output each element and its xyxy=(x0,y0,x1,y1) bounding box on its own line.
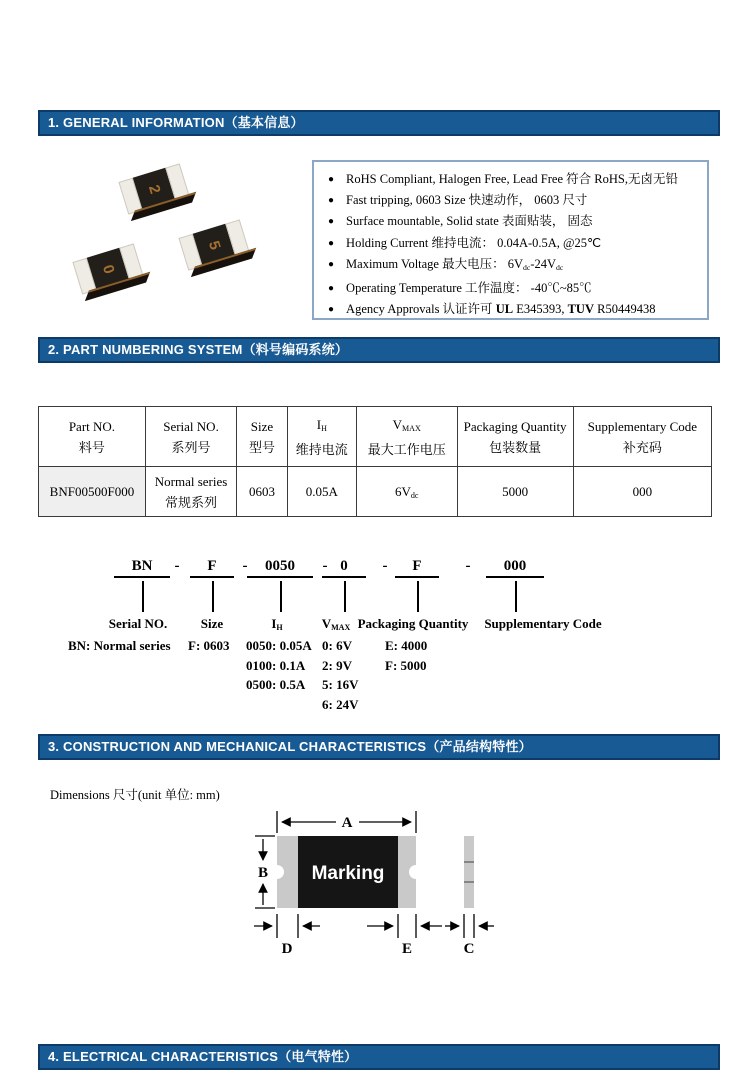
pn-label-serial: Serial NO. xyxy=(108,616,168,631)
pn-dash: - xyxy=(174,558,180,574)
feature-text: RoHS Compliant, Halogen Free, Lead Free 符合 RoHS,无卤无铅 xyxy=(346,172,678,186)
feature-item xyxy=(320,169,707,190)
chip-marking-label: 5 xyxy=(204,238,224,252)
part-number-table xyxy=(38,406,712,517)
bullet-icon: ● xyxy=(328,282,335,294)
pn-label-supp: Supplementary Code xyxy=(484,616,602,631)
table-data-row xyxy=(39,467,712,517)
pn-values-size: F: 0603 xyxy=(188,638,230,653)
dim-label-d: D xyxy=(281,941,293,956)
pn-dash: - xyxy=(382,558,388,574)
pn-code-size: F xyxy=(190,558,234,578)
feature-text: Holding Current 维持电流： 0.04A-0.5A, @25℃ xyxy=(346,235,602,250)
pn-code-vmax: 0 xyxy=(322,558,366,578)
feature-list-box xyxy=(312,160,709,320)
col-header-serial-no: Serial NO. 系列号 xyxy=(145,407,236,467)
pn-code-qty: F xyxy=(395,558,439,578)
dimensions-note: Dimensions 尺寸(unit 单位: mm) xyxy=(50,788,220,802)
chip-image-5 xyxy=(178,219,249,270)
marking-text: Marking xyxy=(311,863,385,884)
col-header-ih: IH 维持电流 xyxy=(287,407,356,467)
pn-connector-line xyxy=(142,581,144,612)
pn-connector-line xyxy=(212,581,214,612)
component-side-view xyxy=(464,836,474,908)
pn-connector-line xyxy=(280,581,282,612)
dimension-drawing xyxy=(246,806,506,956)
pn-code-ih: 0050 xyxy=(247,558,313,578)
pn-label-ih: IH xyxy=(271,616,283,632)
cell-part-no: BNF00500F000 xyxy=(39,467,146,517)
col-header-supplementary-code: Supplementary Code 补充码 xyxy=(573,407,711,467)
pn-values-qty: E: 4000 F: 5000 xyxy=(385,638,428,673)
feature-item xyxy=(320,211,707,232)
section1-header xyxy=(38,110,720,136)
feature-item xyxy=(320,254,707,278)
bullet-icon: ● xyxy=(328,195,335,207)
feature-text: Agency Approvals 认证许可 UL E345393, TUV R50449438 xyxy=(346,302,656,317)
pn-label-vmax: VMAX xyxy=(321,616,351,632)
cell-ih: 0.05A xyxy=(287,467,356,517)
pn-connector-line xyxy=(515,581,517,612)
part-numbering-diagram xyxy=(38,556,712,721)
pn-connector-line xyxy=(417,581,419,612)
pn-code-supp: 000 xyxy=(486,558,544,578)
pn-dash: - xyxy=(322,558,328,574)
pn-values-serial: BN: Normal series xyxy=(68,638,171,653)
cell-size: 0603 xyxy=(237,467,288,517)
feature-text: Operating Temperature 工作温度： -40℃~85℃ xyxy=(346,280,592,295)
section3-title: 3. CONSTRUCTION AND MECHANICAL CHARACTERISTICS（产品结构特性） xyxy=(48,739,532,754)
chip-image-0 xyxy=(72,243,143,294)
section4-header xyxy=(38,1044,720,1070)
cell-supplementary-code: 000 xyxy=(573,467,711,517)
chip-marking-label: 0 xyxy=(98,262,118,276)
pn-values-vmax: 0: 6V 2: 9V 5: 16V 6: 24V xyxy=(322,638,359,712)
bullet-icon: ● xyxy=(328,174,335,185)
pn-dash: - xyxy=(242,558,248,574)
feature-item xyxy=(320,233,707,254)
pn-code-serial: BN xyxy=(114,558,170,578)
feature-text: Fast tripping, 0603 Size 快速动作， 0603 尺寸 xyxy=(346,193,588,208)
pn-label-size: Size xyxy=(200,616,224,631)
table-header-row xyxy=(39,407,712,467)
chip-marking-label: 2 xyxy=(144,182,164,196)
cell-packaging-qty: 5000 xyxy=(457,467,573,517)
chip-image-2 xyxy=(118,163,189,214)
bullet-icon: ● xyxy=(328,304,335,316)
pn-label-qty: Packaging Quantity xyxy=(357,616,469,631)
feature-item xyxy=(320,278,707,299)
bullet-icon: ● xyxy=(328,258,335,270)
feature-text: Maximum Voltage 最大电压： 6Vdc-24Vdc xyxy=(346,256,564,272)
section2-header xyxy=(38,337,720,363)
dim-label-b: B xyxy=(257,865,269,881)
feature-item xyxy=(320,190,707,211)
section4-title: 4. ELECTRICAL CHARACTERISTICS（电气特性） xyxy=(48,1049,358,1064)
pn-values-ih: 0050: 0.05A 0100: 0.1A 0500: 0.5A xyxy=(246,638,312,692)
section1-title: 1. GENERAL INFORMATION（基本信息） xyxy=(48,115,304,130)
col-header-vmax: VMAX 最大工作电压 xyxy=(356,407,457,467)
section2-title: 2. PART NUMBERING SYSTEM（料号编码系统） xyxy=(48,342,349,357)
dim-label-c: C xyxy=(463,941,475,956)
product-photo xyxy=(55,155,305,325)
pn-dash: - xyxy=(465,558,471,574)
bullet-icon: ● xyxy=(328,237,335,249)
col-header-size: Size 型号 xyxy=(237,407,288,467)
dim-label-a: A xyxy=(341,815,353,831)
feature-item xyxy=(320,299,707,320)
bullet-icon: ● xyxy=(328,216,335,228)
feature-text: Surface mountable, Solid state 表面贴装， 固态 xyxy=(346,214,593,229)
right-notch xyxy=(409,865,423,879)
pn-connector-line xyxy=(344,581,346,612)
dim-label-e: E xyxy=(401,941,413,956)
section3-header xyxy=(38,734,720,760)
left-notch xyxy=(270,865,284,879)
cell-vmax: 6Vdc xyxy=(356,467,457,517)
cell-serial-no: Normal series 常规系列 xyxy=(145,467,236,517)
col-header-part-no: Part NO. 料号 xyxy=(39,407,146,467)
col-header-packaging-qty: Packaging Quantity 包装数量 xyxy=(457,407,573,467)
